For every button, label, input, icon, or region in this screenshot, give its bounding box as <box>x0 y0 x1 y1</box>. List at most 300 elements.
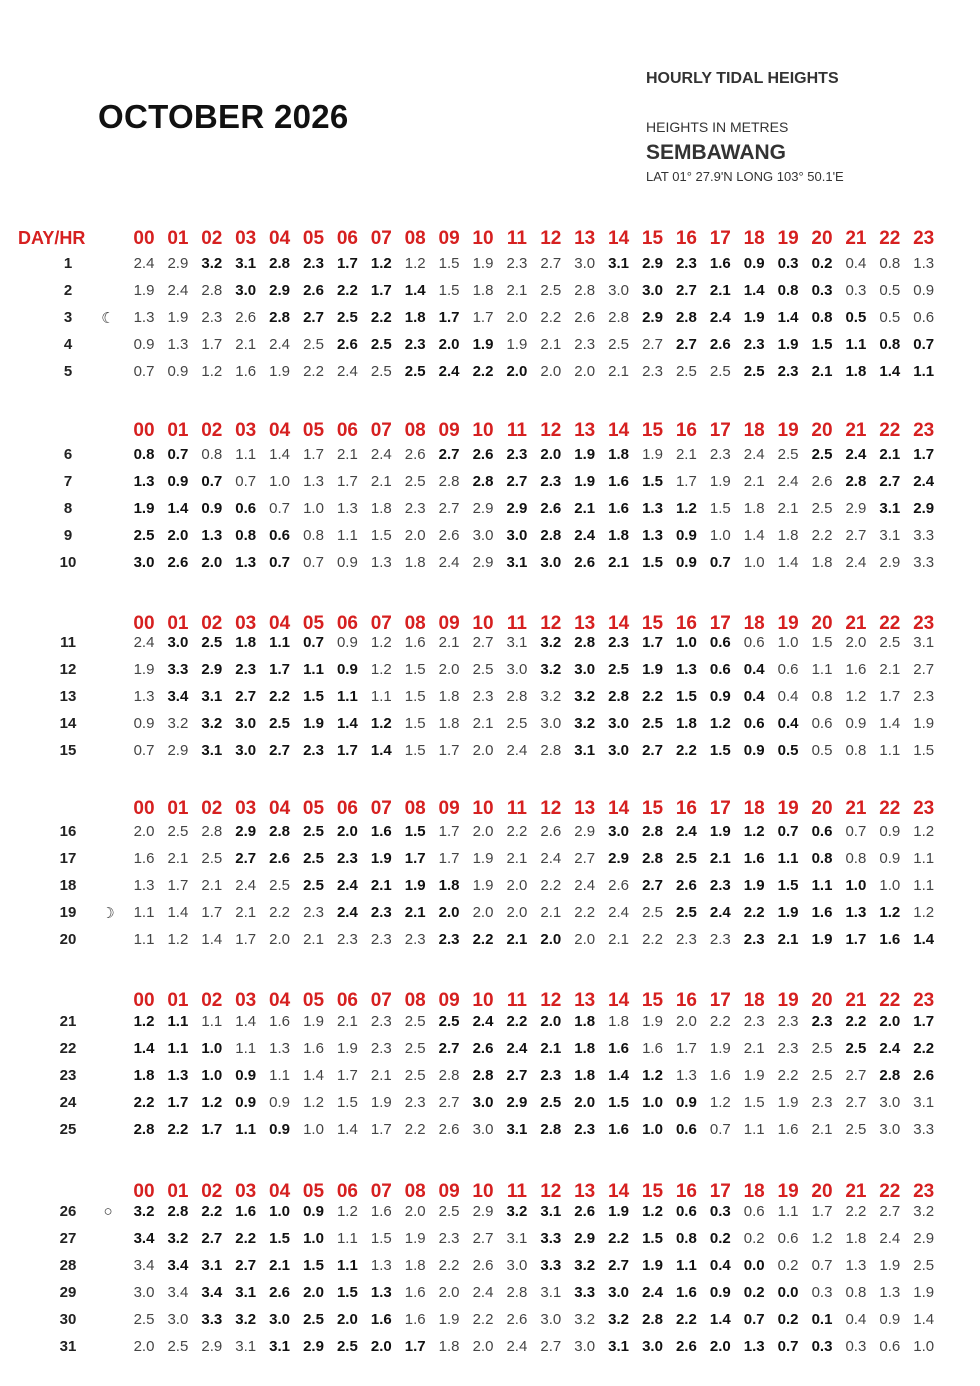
tide-height-cell: 2.3 <box>608 634 630 651</box>
tide-height-cell: 2.8 <box>675 309 697 326</box>
tide-height-cell: 0.7 <box>235 473 257 490</box>
tide-height-cell: 1.9 <box>370 850 392 867</box>
tide-height-cell: 1.7 <box>201 336 223 353</box>
hour-label: 01 <box>167 1181 189 1202</box>
tide-height-cell: 2.8 <box>540 527 562 544</box>
table-row <box>0 1284 980 1310</box>
tide-height-cell: 1.8 <box>404 309 426 326</box>
hour-label: 11 <box>506 228 527 249</box>
tide-height-cell: 2.1 <box>506 931 528 948</box>
tide-height-cell: 1.5 <box>642 554 663 571</box>
hour-label: 14 <box>608 420 630 441</box>
tide-height-cell: 1.5 <box>709 500 731 517</box>
tide-height-cell: 0.4 <box>845 1311 867 1328</box>
table-row <box>0 336 980 362</box>
tide-height-cell: 2.2 <box>845 1013 867 1030</box>
tide-height-cell: 2.5 <box>811 446 833 463</box>
tide-height-cell: 1.2 <box>336 1203 358 1220</box>
hour-label: 21 <box>845 798 867 819</box>
day-number: 25 <box>59 1121 77 1138</box>
day-number: 2 <box>63 282 73 299</box>
hour-label: 12 <box>540 420 562 441</box>
day-number: 3 <box>63 309 73 326</box>
tide-height-cell: 3.0 <box>574 1338 596 1355</box>
tide-height-cell: 1.5 <box>404 688 426 705</box>
tide-height-cell: 2.1 <box>370 877 392 894</box>
table-row <box>0 554 980 580</box>
tide-height-cell: 1.1 <box>336 688 358 705</box>
tide-height-cell: 2.6 <box>303 282 324 299</box>
tide-height-cell: 1.0 <box>642 1094 663 1111</box>
tide-height-cell: 2.2 <box>167 1121 189 1138</box>
hour-label: 14 <box>608 228 630 249</box>
tide-height-cell: 1.6 <box>608 500 630 517</box>
hour-label: 22 <box>879 420 901 441</box>
tide-height-cell: 1.5 <box>303 688 324 705</box>
tide-height-cell: 1.5 <box>370 1230 392 1247</box>
tide-height-cell: 3.1 <box>506 1121 528 1138</box>
table-row <box>0 877 980 903</box>
tide-height-cell: 3.0 <box>235 715 257 732</box>
tide-height-cell: 2.3 <box>336 931 358 948</box>
table-row <box>0 1257 980 1283</box>
tide-height-cell: 0.6 <box>709 661 731 678</box>
table-row <box>0 1203 980 1229</box>
tide-height-cell: 1.5 <box>608 1094 630 1111</box>
tide-height-cell: 0.5 <box>777 742 799 759</box>
tide-height-cell: 2.7 <box>642 336 663 353</box>
tide-height-cell: 2.9 <box>167 255 189 272</box>
tide-height-cell: 2.0 <box>574 363 596 380</box>
tide-height-cell: 2.6 <box>709 336 731 353</box>
tide-height-cell: 2.0 <box>540 446 562 463</box>
tide-height-cell: 2.8 <box>608 309 630 326</box>
tide-height-cell: 2.5 <box>845 1040 867 1057</box>
tide-height-cell: 2.4 <box>438 554 460 571</box>
tide-height-cell: 1.3 <box>370 1257 392 1274</box>
tide-height-cell: 2.1 <box>235 336 257 353</box>
tide-height-cell: 2.8 <box>879 1067 901 1084</box>
tide-height-cell: 3.2 <box>540 634 562 651</box>
tide-height-cell: 1.6 <box>709 1067 731 1084</box>
tide-height-cell: 1.6 <box>404 1284 426 1301</box>
day-number: 26 <box>59 1203 77 1220</box>
tide-height-cell: 2.2 <box>472 1311 494 1328</box>
hour-label: 08 <box>404 990 426 1011</box>
tide-height-cell: 1.2 <box>913 904 935 921</box>
tide-height-cell: 1.4 <box>336 715 358 732</box>
day-number: 31 <box>59 1338 77 1355</box>
tide-height-cell: 3.2 <box>608 1311 630 1328</box>
tide-height-cell: 0.3 <box>777 255 799 272</box>
tide-height-cell: 0.8 <box>879 336 901 353</box>
tide-height-cell: 1.7 <box>336 473 358 490</box>
hour-label: 17 <box>709 798 731 819</box>
tide-height-cell: 1.0 <box>845 877 867 894</box>
tide-height-cell: 3.0 <box>235 282 257 299</box>
hour-label: 12 <box>540 228 562 249</box>
tide-height-cell: 2.9 <box>913 1230 935 1247</box>
tide-height-cell: 2.7 <box>845 1094 867 1111</box>
tide-height-cell: 0.8 <box>811 688 833 705</box>
tide-height-cell: 2.3 <box>777 1040 799 1057</box>
tide-height-cell: 2.6 <box>574 309 596 326</box>
hour-label: 09 <box>438 990 460 1011</box>
tide-height-cell: 2.2 <box>336 282 358 299</box>
tide-height-cell: 2.5 <box>675 850 697 867</box>
tide-height-cell: 1.7 <box>438 823 460 840</box>
tide-height-cell: 2.3 <box>743 336 765 353</box>
tide-height-cell: 3.1 <box>235 255 257 272</box>
tide-height-cell: 2.0 <box>506 877 528 894</box>
tide-height-cell: 2.1 <box>438 634 460 651</box>
tide-height-cell: 1.3 <box>845 904 867 921</box>
hour-label: 01 <box>167 228 189 249</box>
tide-height-cell: 1.8 <box>404 554 426 571</box>
tide-height-cell: 1.0 <box>303 500 324 517</box>
tide-height-cell: 1.1 <box>303 661 324 678</box>
tide-height-cell: 1.8 <box>777 527 799 544</box>
tide-height-cell: 1.0 <box>675 634 697 651</box>
tide-height-cell: 1.8 <box>608 527 630 544</box>
tide-height-cell: 0.9 <box>879 1311 901 1328</box>
tide-height-cell: 2.2 <box>269 904 291 921</box>
tide-height-cell: 1.7 <box>675 473 697 490</box>
tide-height-cell: 1.6 <box>133 850 155 867</box>
tide-height-cell: 2.5 <box>167 823 189 840</box>
tide-height-cell: 2.9 <box>913 500 935 517</box>
day-number: 17 <box>59 850 77 867</box>
tide-height-cell: 1.7 <box>438 742 460 759</box>
tide-height-cell: 1.9 <box>913 1284 935 1301</box>
tide-height-cell: 2.0 <box>269 931 291 948</box>
tide-height-cell: 3.1 <box>540 1203 562 1220</box>
hour-label: 02 <box>201 228 223 249</box>
tide-height-cell: 1.7 <box>404 1338 426 1355</box>
tide-height-cell: 2.0 <box>438 661 460 678</box>
tide-height-cell: 2.1 <box>879 661 901 678</box>
tide-height-cell: 2.7 <box>269 742 291 759</box>
tide-height-cell: 1.9 <box>574 473 596 490</box>
tide-height-cell: 1.3 <box>913 255 935 272</box>
tide-height-cell: 0.7 <box>811 1257 833 1274</box>
hour-label: 03 <box>235 420 257 441</box>
tide-height-cell: 1.1 <box>235 446 257 463</box>
tide-height-cell: 1.4 <box>913 1311 935 1328</box>
tide-height-cell: 1.0 <box>269 1203 291 1220</box>
hour-label: 19 <box>777 990 799 1011</box>
tide-height-cell: 0.9 <box>133 715 155 732</box>
tide-height-cell: 2.5 <box>167 1338 189 1355</box>
tide-height-cell: 0.7 <box>743 1311 765 1328</box>
tide-height-cell: 2.7 <box>472 1230 494 1247</box>
hour-label: 05 <box>302 798 325 819</box>
tide-height-cell: 2.2 <box>642 931 663 948</box>
tide-height-cell: 1.1 <box>235 1040 257 1057</box>
tide-height-cell: 2.3 <box>370 904 392 921</box>
tide-height-cell: 1.1 <box>336 1257 358 1274</box>
tide-height-cell: 1.9 <box>370 1094 392 1111</box>
tide-height-cell: 3.2 <box>540 688 562 705</box>
tide-height-cell: 0.4 <box>709 1257 731 1274</box>
tide-height-cell: 1.5 <box>642 473 663 490</box>
tide-height-cell: 2.4 <box>709 309 731 326</box>
tide-height-cell: 2.1 <box>167 850 189 867</box>
tide-height-cell: 1.1 <box>913 877 935 894</box>
tide-height-cell: 2.6 <box>235 309 257 326</box>
tide-height-cell: 2.7 <box>879 473 901 490</box>
tide-height-cell: 0.6 <box>743 715 765 732</box>
hour-label: 11 <box>506 1181 527 1202</box>
tide-height-cell: 2.1 <box>608 554 630 571</box>
tide-height-cell: 2.6 <box>472 1257 494 1274</box>
tide-height-cell: 1.8 <box>574 1013 596 1030</box>
table-row <box>0 904 980 930</box>
tide-height-cell: 2.7 <box>438 1094 460 1111</box>
tide-height-cell: 1.3 <box>845 1257 867 1274</box>
tide-height-cell: 1.0 <box>879 877 901 894</box>
tide-height-cell: 1.1 <box>269 634 291 651</box>
tide-height-cell: 3.2 <box>574 715 596 732</box>
day-number: 1 <box>63 255 73 272</box>
tide-height-cell: 3.3 <box>913 1121 935 1138</box>
tide-height-cell: 1.4 <box>777 554 799 571</box>
tide-height-cell: 2.5 <box>777 446 799 463</box>
hour-label: 00 <box>133 798 155 819</box>
tide-height-cell: 2.1 <box>269 1257 291 1274</box>
tide-height-cell: 0.9 <box>201 500 223 517</box>
tide-height-cell: 2.1 <box>743 473 765 490</box>
tide-height-cell: 1.1 <box>133 904 155 921</box>
tide-height-cell: 0.2 <box>743 1284 765 1301</box>
tide-height-cell: 3.0 <box>133 1284 155 1301</box>
tide-height-cell: 2.2 <box>540 877 562 894</box>
tide-height-cell: 2.9 <box>472 500 494 517</box>
tide-height-cell: 1.6 <box>235 363 257 380</box>
day-number: 5 <box>63 363 73 380</box>
tide-height-cell: 1.9 <box>811 931 833 948</box>
tide-height-cell: 1.8 <box>370 500 392 517</box>
hour-label: 06 <box>336 420 358 441</box>
tide-height-cell: 2.0 <box>404 527 426 544</box>
tide-height-cell: 2.3 <box>709 877 731 894</box>
tide-height-cell: 3.2 <box>540 661 562 678</box>
tide-height-cell: 3.3 <box>167 661 189 678</box>
tide-height-cell: 2.0 <box>472 1338 494 1355</box>
tide-height-cell: 1.9 <box>743 309 765 326</box>
hour-label: 14 <box>608 990 630 1011</box>
tide-height-cell: 2.3 <box>675 255 697 272</box>
tide-height-cell: 2.3 <box>438 931 460 948</box>
tide-height-cell: 1.4 <box>269 446 291 463</box>
tide-height-cell: 2.3 <box>777 363 799 380</box>
tide-height-cell: 3.3 <box>201 1311 223 1328</box>
tide-height-cell: 2.1 <box>811 1121 833 1138</box>
hour-label: 07 <box>370 420 392 441</box>
tide-height-cell: 2.9 <box>879 554 901 571</box>
tide-height-cell: 2.9 <box>608 850 630 867</box>
tide-height-cell: 2.7 <box>675 336 697 353</box>
tide-height-cell: 0.6 <box>743 1203 765 1220</box>
tide-height-cell: 1.8 <box>472 282 494 299</box>
table-row <box>0 688 980 714</box>
tide-height-cell: 1.8 <box>845 1230 867 1247</box>
tide-height-cell: 2.0 <box>574 931 596 948</box>
tide-height-cell: 1.0 <box>303 1121 324 1138</box>
tide-height-cell: 2.4 <box>506 742 528 759</box>
tide-height-cell: 1.1 <box>370 688 392 705</box>
tide-height-cell: 1.6 <box>709 255 731 272</box>
tide-height-cell: 1.9 <box>133 500 155 517</box>
day-number: 12 <box>59 661 77 678</box>
tide-height-cell: 1.9 <box>336 1040 358 1057</box>
tide-height-cell: 0.4 <box>777 688 799 705</box>
tide-height-cell: 1.6 <box>608 1121 630 1138</box>
tide-height-cell: 3.0 <box>269 1311 291 1328</box>
tide-height-cell: 1.9 <box>574 446 596 463</box>
tide-height-cell: 3.2 <box>574 1257 596 1274</box>
hour-label: 12 <box>540 1181 562 1202</box>
tide-height-cell: 1.3 <box>133 877 155 894</box>
tide-height-cell: 3.3 <box>574 1284 596 1301</box>
tide-height-cell: 2.3 <box>743 1013 765 1030</box>
tide-height-cell: 1.9 <box>608 1203 630 1220</box>
hour-label: 06 <box>336 1181 358 1202</box>
tide-height-cell: 1.6 <box>269 1013 291 1030</box>
hour-label: 01 <box>167 420 189 441</box>
hour-label: 11 <box>506 990 527 1011</box>
tide-height-cell: 0.7 <box>269 500 291 517</box>
tide-height-cell: 0.9 <box>709 1284 731 1301</box>
tide-height-cell: 1.2 <box>675 500 697 517</box>
hour-label: 08 <box>404 613 426 634</box>
tide-height-cell: 2.8 <box>472 473 494 490</box>
hour-label: 02 <box>201 420 223 441</box>
tide-height-cell: 2.4 <box>472 1284 494 1301</box>
tide-height-cell: 2.2 <box>642 688 663 705</box>
tide-height-cell: 2.1 <box>709 282 731 299</box>
day-number: 24 <box>59 1094 77 1111</box>
tide-height-cell: 2.2 <box>201 1203 223 1220</box>
tide-height-cell: 0.7 <box>303 554 324 571</box>
table-row <box>0 715 980 741</box>
tide-height-cell: 1.9 <box>743 1067 765 1084</box>
tide-height-cell: 2.0 <box>506 904 528 921</box>
tide-height-cell: 0.3 <box>811 1284 833 1301</box>
tide-height-cell: 2.6 <box>269 850 291 867</box>
day-number: 10 <box>59 554 77 571</box>
tide-height-cell: 2.5 <box>913 1257 935 1274</box>
hour-label: 00 <box>133 228 155 249</box>
tide-height-cell: 0.7 <box>709 554 731 571</box>
tide-height-cell: 2.0 <box>472 904 494 921</box>
tide-height-cell: 2.9 <box>642 309 663 326</box>
hour-label: 17 <box>709 420 731 441</box>
hour-label: 17 <box>709 613 731 634</box>
tide-height-cell: 1.2 <box>811 1230 833 1247</box>
tide-height-cell: 2.1 <box>608 931 630 948</box>
tide-height-cell: 2.1 <box>303 931 324 948</box>
tide-height-cell: 2.7 <box>235 1257 257 1274</box>
tide-height-cell: 1.1 <box>845 336 867 353</box>
tide-height-cell: 0.9 <box>675 1094 697 1111</box>
tide-height-cell: 2.3 <box>370 1013 392 1030</box>
tide-height-cell: 2.5 <box>404 1040 426 1057</box>
tide-height-cell: 2.2 <box>845 1203 867 1220</box>
tide-height-cell: 2.8 <box>574 634 596 651</box>
hour-label: 03 <box>235 798 257 819</box>
tide-height-cell: 1.9 <box>743 877 765 894</box>
tide-height-cell: 2.5 <box>133 527 155 544</box>
tide-height-cell: 1.9 <box>777 336 799 353</box>
tide-height-cell: 3.4 <box>201 1284 223 1301</box>
tide-height-cell: 1.7 <box>642 634 663 651</box>
tide-height-cell: 2.0 <box>370 1338 392 1355</box>
hour-label: 23 <box>913 798 935 819</box>
hour-label: 06 <box>336 798 358 819</box>
tide-height-cell: 1.5 <box>675 688 697 705</box>
tide-height-cell: 2.9 <box>303 1338 324 1355</box>
hour-label: 17 <box>709 1181 731 1202</box>
tide-height-cell: 2.9 <box>167 742 189 759</box>
hour-label: 13 <box>574 1181 596 1202</box>
tide-height-cell: 2.1 <box>370 1067 392 1084</box>
hour-label: 16 <box>675 420 697 441</box>
tide-height-cell: 1.7 <box>269 661 291 678</box>
tide-height-cell: 2.5 <box>540 1094 562 1111</box>
tide-height-cell: 0.6 <box>913 309 935 326</box>
tide-height-cell: 2.3 <box>506 446 528 463</box>
tide-height-cell: 2.3 <box>777 1013 799 1030</box>
tide-height-cell: 3.2 <box>235 1311 257 1328</box>
tide-height-cell: 1.7 <box>404 850 426 867</box>
tide-height-cell: 1.5 <box>777 877 799 894</box>
day-number: 27 <box>59 1230 77 1247</box>
hour-label: 07 <box>370 798 392 819</box>
tide-height-cell: 0.8 <box>133 446 155 463</box>
hour-label: 06 <box>336 228 358 249</box>
tide-height-cell: 2.7 <box>574 850 596 867</box>
tide-height-cell: 2.1 <box>608 363 630 380</box>
tide-height-cell: 2.8 <box>574 282 596 299</box>
day-number: 4 <box>63 336 73 353</box>
hour-label: 21 <box>845 613 867 634</box>
tide-height-cell: 1.9 <box>472 850 494 867</box>
tide-height-cell: 2.1 <box>675 446 697 463</box>
tide-height-cell: 1.9 <box>303 1013 324 1030</box>
tide-height-cell: 1.7 <box>811 1203 833 1220</box>
tide-height-cell: 2.4 <box>709 904 731 921</box>
tide-height-cell: 1.4 <box>167 500 189 517</box>
tide-height-cell: 3.0 <box>540 554 562 571</box>
tide-height-cell: 1.3 <box>303 473 324 490</box>
tide-height-cell: 1.2 <box>709 715 731 732</box>
tide-height-cell: 2.5 <box>404 1067 426 1084</box>
tide-height-cell: 1.5 <box>336 1284 358 1301</box>
hour-label: 08 <box>404 228 426 249</box>
tide-height-cell: 2.4 <box>913 473 935 490</box>
tide-height-cell: 2.6 <box>913 1067 935 1084</box>
tide-height-cell: 1.7 <box>675 1040 697 1057</box>
tide-height-cell: 3.0 <box>506 1257 528 1274</box>
tide-height-cell: 2.3 <box>404 500 426 517</box>
tide-height-cell: 2.0 <box>506 363 528 380</box>
hour-label: 03 <box>235 228 257 249</box>
tide-height-cell: 2.5 <box>303 877 324 894</box>
tide-height-cell: 1.2 <box>743 823 765 840</box>
tide-height-cell: 2.0 <box>472 823 494 840</box>
tide-height-cell: 2.4 <box>133 634 155 651</box>
